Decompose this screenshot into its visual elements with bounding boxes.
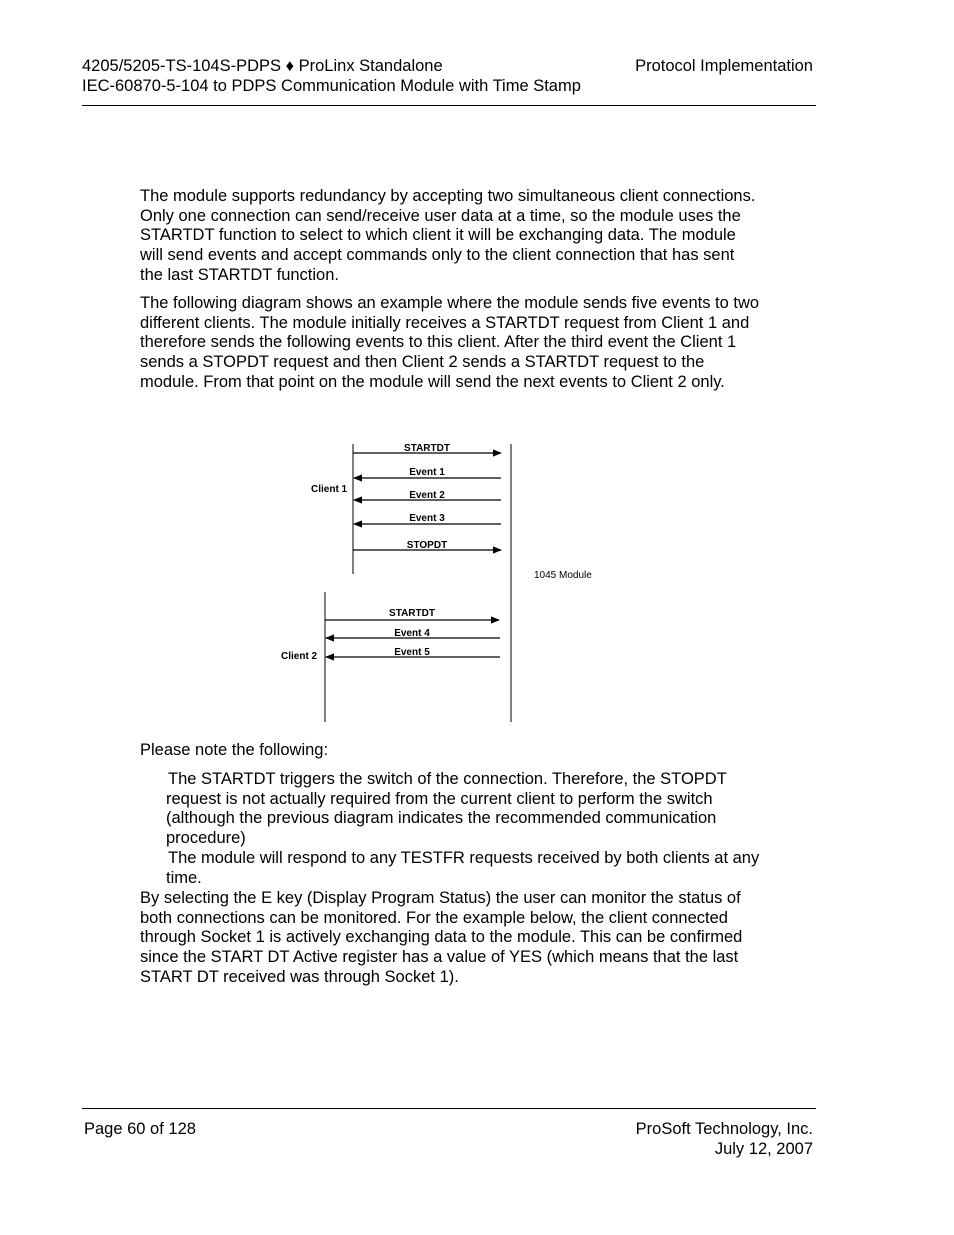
- c1-msg-event-1: [354, 467, 501, 478]
- c1-msg-event-2: [354, 490, 501, 501]
- note-bullet-1-text: The STARTDT triggers the switch of the connection. Therefore, the STOPDT request is not actually required from the current client to perform the switch (although the previous diagram indicates the recommended communication procedure): [166, 770, 727, 848]
- paragraph-redundancy: The module supports redundancy by accepting two simultaneous client connections. Only one connection can send/receive user data at a time, so the module uses the STARTDT function to select to which client it will be exchanging data. The module will send events and accept commands only to the client connection that has sent the last STARTDT function.: [140, 187, 756, 284]
- c1-msg-startdt: [353, 443, 501, 454]
- header-line-1: 4205/5205-TS-104S-PDPS ♦ ProLinx Standalone: [82, 57, 443, 75]
- note-intro: Please note the following:: [140, 741, 329, 759]
- footer-info: [636, 1120, 813, 1159]
- c1-msg-label: STARTDT: [404, 443, 450, 454]
- module-label: 1045 Module: [534, 570, 592, 581]
- c1-msg-label: Event 2: [409, 490, 445, 501]
- running-header-title: [82, 57, 581, 96]
- sequence-diagram: [270, 436, 630, 728]
- footer-rule: [82, 1108, 816, 1109]
- header-rule: [82, 105, 816, 106]
- c1-msg-event-3: [354, 513, 501, 524]
- c1-msg-label: STOPDT: [406, 540, 448, 551]
- page-number: Page 60 of 128: [84, 1120, 196, 1138]
- note-bullet-1: [166, 770, 766, 849]
- c2-msg-startdt: [325, 608, 499, 620]
- c2-msg-event-5: [326, 647, 500, 658]
- note-bullet-2-text: The module will respond to any TESTFR requests received by both clients at any time.: [166, 849, 760, 887]
- c1-msg-label: Event 3: [409, 513, 445, 524]
- footer-company: ProSoft Technology, Inc.: [635, 1120, 813, 1138]
- c1-msg-label: Event 1: [409, 467, 445, 478]
- c1-msg-stopdt: [353, 540, 501, 551]
- c2-msg-label: STARTDT: [389, 608, 435, 619]
- c2-msg-label: Event 5: [394, 647, 430, 658]
- c2-msg-event-4: [326, 628, 500, 639]
- client2-label: Client 2: [281, 651, 318, 662]
- c2-msg-label: Event 4: [394, 628, 430, 639]
- paragraph-diagram-intro: The following diagram shows an example where the module sends five events to two different clients. The module initially receives a STARTDT request from Client 1 and therefore sends the following events to this client. After the third event the Client 1 sends a STOPDT request and then Client 2 sends a STARTDT request to the module. From that point on the module will send the next events to Client 2 only.: [140, 294, 760, 391]
- footer-date: July 12, 2007: [714, 1139, 813, 1158]
- note-bullet-2: [166, 849, 766, 888]
- header-line-2: IEC-60870-5-104 to PDPS Communication Module with Time Stamp: [82, 76, 581, 95]
- paragraph-status: By selecting the E key (Display Program Status) the user can monitor the status of both connections can be monitored. For the example below, the client connected through Socket 1 is actively exchanging data to the module. This can be confirmed since the START DT Active register has a value of YES (which means that the last START DT received was through Socket 1).: [140, 889, 743, 986]
- running-header-section: Protocol Implementation: [635, 57, 813, 75]
- client1-label: Client 1: [311, 484, 348, 495]
